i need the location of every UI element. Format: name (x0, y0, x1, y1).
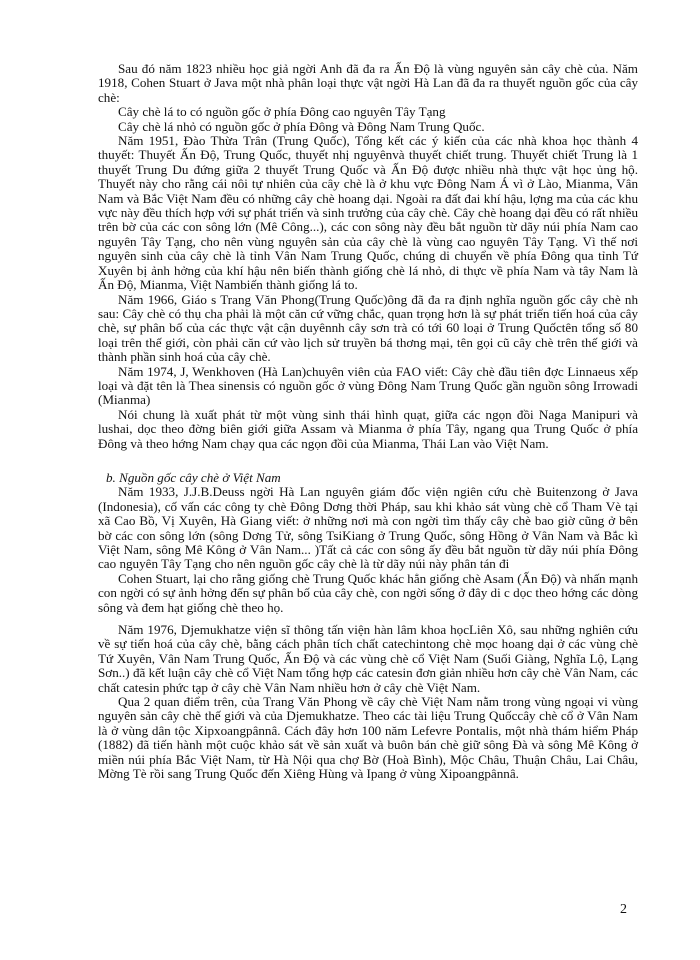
paragraph: Nói chung là xuất phát từ một vùng sinh thái hình quạt, giữa các ngọn đồi Naga Manipuri và lushai, dọc theo đờng biên giới giữa Assam và Mianma ở phía Tây, ngang qua Trung Quốc ở phía Đông và theo hớng Nam chạy qua các ngọn đồi của Mianma, Thái Lan vào Việt Nam. (98, 406, 638, 451)
paragraph: Năm 1974, J, Wenkhoven (Hà Lan)chuyên viên của FAO viết: Cây chè đầu tiên đợc Linnaeus xếp loại và đặt tên là Thea sinensis có nguồn gốc ở vùng Đông Nam Trung Quốc gần nguồn sông Irrowadi (Mianma) (98, 363, 638, 408)
paragraph: Cohen Stuart, lại cho rằng giống chè Trung Quốc khác hẳn giống chè Asam (Ấn Độ) và nhấn mạnh con ngời có sự ảnh hởng đến sự phân bố của cây chè, con ngời sống ở đây di c dọc theo hớng các dòng sông và đem hạt giống chè theo họ. (98, 570, 638, 615)
paragraph: Năm 1951, Đào Thừa Trân (Trung Quốc), Tổng kết các ý kiến của các nhà khoa học thành 4 thuyết: Thuyết Ấn Độ, Trung Quốc, thuyết nhị nguyênvà thuyết chiết trung. Thuyết chiết Trung là 1 thuyết Trung Du đứng giữa 2 thuyết Trung Quốc và Ấn Độ được nhiều nhà thực vật học ủng hộ. Thuyết này cho rằng cái nôi tự nhiên của cây chè là ở khu vực Đông Nam Á vì ở Lào, Mianma, Vân Nam và Bắc Việt Nam đều có những cây chè hoang dại. Ngoài ra đất đai khí hậu, lợng ma của các khu vực này đều thích hợp với sự phát triển và sinh trưởng của cây chè. Cây chè hoang dại đều có rất nhiều trên bờ của các con sông lớn (Mê Công...), các con sông này đều bắt nguồn từ dãy núi phía Nam cao nguyên Tây Tạng, cho nên vùng nguyên sản của cây chè là vùng cao nguyên Tây Tạng. Vì thế nơi nguyên sinh của cây chè là tỉnh Vân Nam Trung Quốc, chúng di chuyển về phía Đông qua tỉnh Tứ Xuyên bị ảnh hởng của khí hậu nên biến thành giống chè lá nhỏ, di thực về phía Nam và tây Nam là Ấn Độ, Mianma, Việt Nambiến thành giống lá to. (98, 133, 638, 293)
paragraph: Sau đó năm 1823 nhiều học giả ngời Anh đã đa ra Ấn Độ là vùng nguyên sản cây chè của. Năm 1918, Cohen Stuart ở Java một nhà phân loại thực vật ngời Hà Lan đã đa ra thuyết nguồn gốc của cây chè: (98, 61, 638, 105)
document-body (98, 62, 638, 782)
paragraph: Qua 2 quan điểm trên, của Trang Văn Phong về cây chè Việt Nam nằm trong vùng ngoại vi vùng nguyên sản cây chè thế giới và của Djemukhatze. Theo các tài liệu Trung Quốccây chè cổ ở Vân Nam là ở vùng dân tộc Xipxoangpânnâ. Cách đây hơn 100 năm Lefevre Pontalis, một nhà thám hiểm Pháp (1882) đã tiến hành một cuộc khảo sát về sản xuất và buôn bán chè giữ sông Đà và sông Mê Kông ở miền núi phía Bắc Việt Nam, từ Hà Nội qua chợ Bờ (Hoà Bình), Mộc Châu, Thuận Châu, Lai Châu, Mờng Tè rồi sang Trung Quốc đến Xiêng Hùng và Ipang ở vùng Xipoangpânnâ. (98, 694, 638, 782)
paragraph: Cây chè lá to có nguồn gốc ở phía Đông cao nguyên Tây Tạng (118, 104, 446, 120)
paragraph: Năm 1976, Djemukhatze viện sĩ thông tấn viện hàn lâm khoa họcLiên Xô, sau những nghiên cứu về sự tiến hoá của cây chè, bằng cách phân tích chất catechintong chè mọc hoang dại ở các vùng chè Tứ Xuyên, Vân Nam Trung Quốc, Ấn Độ và các vùng chè cổ Việt Nam (Suối Giàng, Nghĩa Lộ, Lạng Sơn..) đã kết luận cây chè cổ Việt Nam tổng hợp các catesin đơn giản nhiều hơn cây chè Vân Nam, các chất catesin phức tạp ở cây chè Vân Nam nhiều hơn ở cây chè Việt Nam. (98, 622, 638, 695)
paragraph: Năm 1966, Giáo s Trang Văn Phong(Trung Quốc)ông đã đa ra định nghĩa nguồn gốc cây chè nh sau: Cây chè có thụ cha phải là một căn cứ vững chắc, quan trọng hơn là sự phát triển tiến hoá của cây chè, sự phân bố của các thực vật cận duyênnh cây sơn trà có tới 60 loại ở Trung Quốctên tổng số 80 loại trên thế giới, còn phải căn cứ vào lịch sử truyền bá thơng mại, tên gọi cũ cây chè trên thế giới và thành phần sinh hoá của cây chè. (98, 291, 638, 365)
paragraph: Năm 1933, J.J.B.Deuss ngời Hà Lan nguyên giám đốc viện ngiên cứu chè Buitenzong ở Java (Indonesia), cố vấn các công ty chè Đông Dơng thời Pháp, sau khi khảo sát vùng chè cổ Tham Vè tại xã Cao Bồ, Vị Xuyên, Hà Giang viết: ở những nơi mà con ngời tìm thấy cây chè bao giờ cũng ở bên bờ các con sông lớn (sông Dơng Tử, sông TsiKiang ở Trung Quốc, sông Hồng ở Vân Nam và Bắc kì Việt Nam, sông Mê Kông ở Vân Nam... )Tất cả các con sông ấy đều bắt nguồn từ dãy núi phía Đông cao nguyên Tây Tạng cho nên nguồn gốc cây chè là từ dãy núi này phân tán đi (98, 484, 638, 572)
section-heading: b. Nguồn gốc cây chè ở Việt Nam (106, 469, 281, 485)
paragraph: Cây chè lá nhỏ có nguồn gốc ở phía Đông và Đông Nam Trung Quốc. (118, 118, 485, 134)
page-number: 2 (620, 902, 627, 917)
